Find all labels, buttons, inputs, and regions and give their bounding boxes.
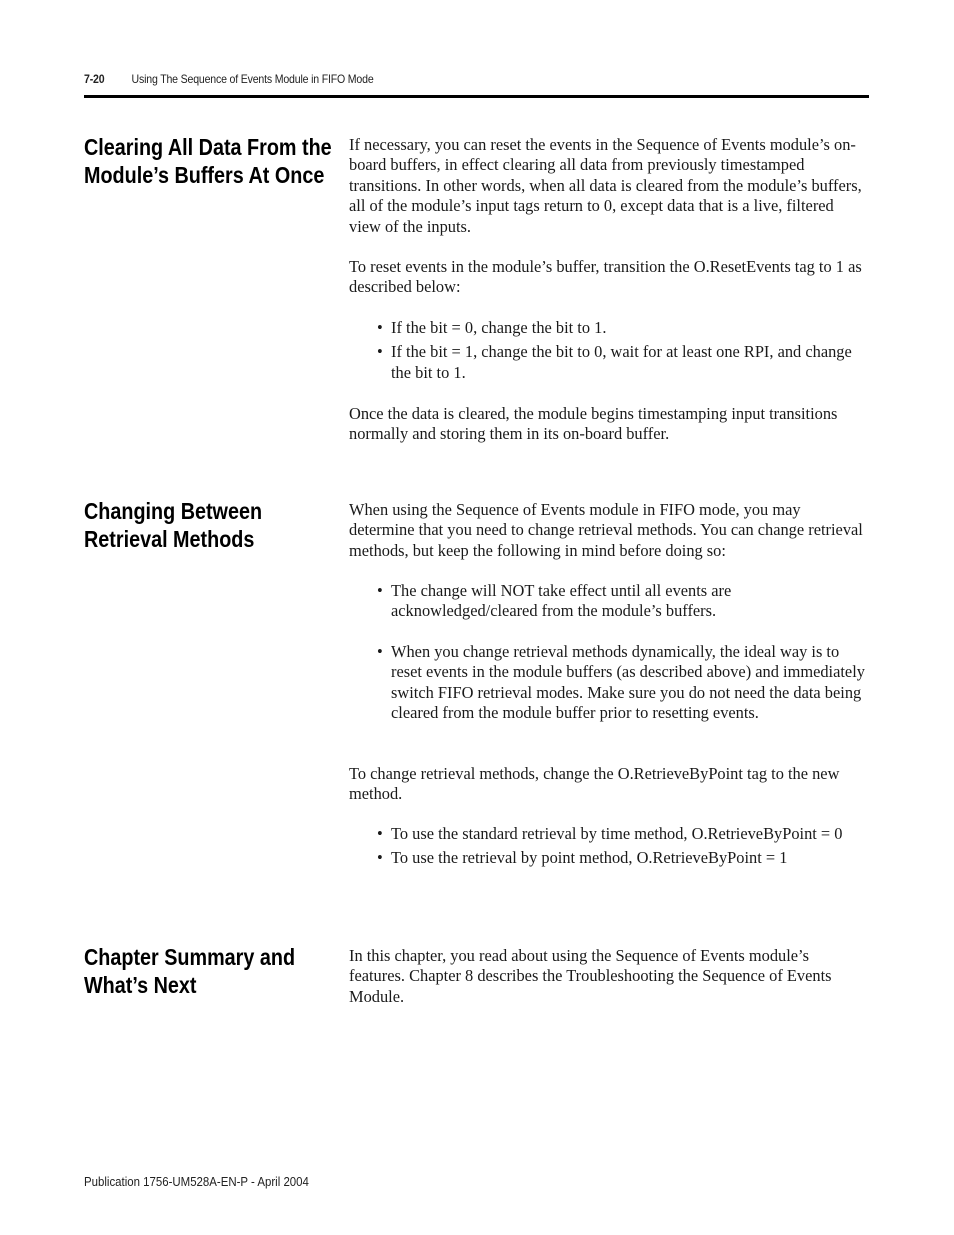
header-rule [84, 95, 869, 98]
paragraph: When using the Sequence of Events module in FIFO mode, you may determine that you need to change retrieval methods. You can change retrieval methods, but keep the following in mind before doing so: [349, 500, 863, 560]
list-item-text: When you change retrieval methods dynamically, the ideal way is to reset events in the module buffers (as described above) and immediately switch FIFO retrieval modes. Make sure you do not need the data being cleared from the module buffer prior to resetting events. [391, 641, 865, 723]
bullet-list [377, 824, 869, 869]
paragraph: If necessary, you can reset the events in the Sequence of Events module’s on-board buffers, in effect clearing all data from previously timestamped transitions. In other words, when all data is cleared from the module’s buffers, all of the module’s input tags return to 0, except data that is a live, filtered view of the inputs. [349, 135, 862, 236]
section-heading-clearing-data [84, 133, 332, 189]
bullet-list [377, 581, 869, 723]
list-item-text: If the bit = 1, change the bit to 0, wait for at least one RPI, and change the bit to 1. [391, 342, 852, 382]
page-number: 7-20 [84, 72, 105, 86]
chapter-title: Using The Sequence of Events Module in FIFO Mode [131, 72, 374, 86]
paragraph: Once the data is cleared, the module begins timestamping input transitions normally and storing them in its on-board buffer. [349, 404, 838, 444]
list-item-text: If the bit = 0, change the bit to 1. [391, 318, 607, 337]
list-item-text: To use the standard retrieval by time method, O.RetrieveByPoint = 0 [391, 824, 843, 843]
publication-footer: Publication 1756-UM528A-EN-P - April 2004 [84, 1174, 309, 1189]
heading-line: Retrieval Methods [84, 526, 255, 552]
heading-line: Module’s Buffers At Once [84, 162, 325, 188]
list-item [377, 848, 869, 868]
paragraph: To change retrieval methods, change the O.RetrieveByPoint tag to the new method. [349, 764, 840, 804]
paragraph: In this chapter, you read about using the Sequence of Events module’s features. Chapter 8 describes the Troubleshooting the Sequence of Events Module. [349, 946, 832, 1006]
list-item [377, 318, 869, 338]
bullet-glyph: • [377, 848, 383, 868]
bullet-glyph: • [377, 342, 383, 362]
list-item-text: To use the retrieval by point method, O.RetrieveByPoint = 1 [391, 848, 788, 868]
heading-line: Chapter Summary and [84, 944, 296, 970]
paragraph: To reset events in the module’s buffer, transition the O.ResetEvents tag to 1 as described below: [349, 257, 862, 297]
bullet-glyph: • [377, 581, 383, 600]
list-item [377, 642, 869, 724]
list-item-text: The change will NOT take effect until all events are acknowledged/cleared from the module’s buffers. [391, 581, 732, 621]
heading-line: Clearing All Data From the [84, 134, 332, 160]
bullet-glyph: • [377, 824, 383, 843]
heading-line: Changing Between [84, 498, 263, 524]
bullet-glyph: • [377, 641, 383, 661]
list-item [377, 581, 869, 622]
list-item [377, 824, 869, 844]
bullet-list [377, 318, 869, 383]
section-heading-retrieval-methods [84, 497, 303, 553]
bullet-glyph: • [377, 318, 383, 337]
heading-line: What’s Next [84, 972, 197, 998]
running-header [84, 72, 374, 86]
section-heading-chapter-summary [84, 943, 303, 999]
list-item [377, 342, 869, 383]
